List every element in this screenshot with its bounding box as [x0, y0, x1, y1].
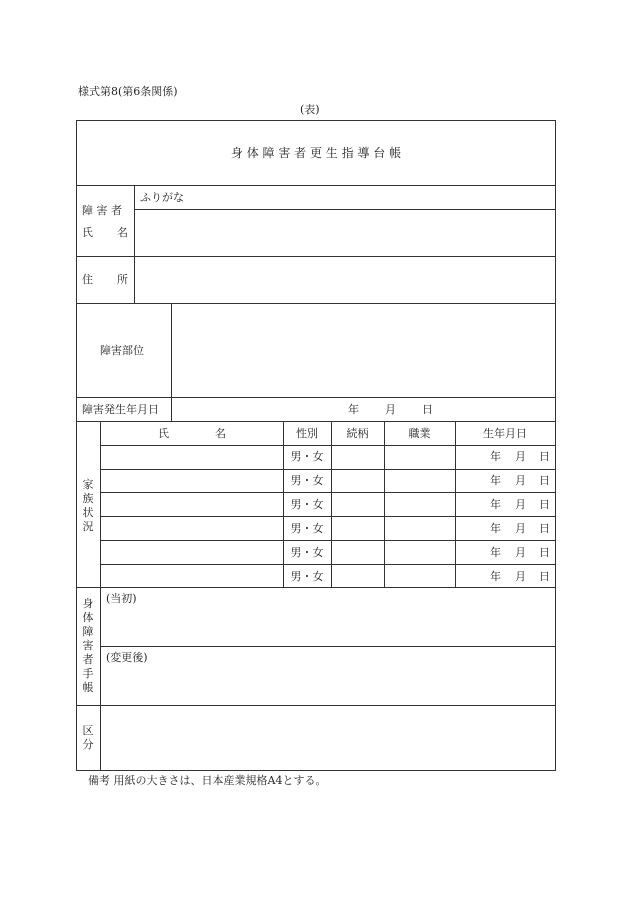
side-label: (表): [300, 103, 320, 116]
family-sex-cell: 男・女: [290, 522, 324, 535]
family-year-cell: 年: [490, 546, 501, 559]
form-number: 様式第8(第6条関係): [78, 85, 178, 98]
ledger-title: 身 体 障 害 者 更 生 指 導 台 帳: [230, 146, 402, 160]
onset-month-label: 月: [385, 403, 396, 416]
address-label: 住 所: [82, 273, 128, 286]
family-day-cell: 日: [539, 498, 550, 511]
family-day-cell: 日: [539, 474, 550, 487]
furigana-label: ふりがな: [140, 191, 184, 204]
family-month-cell: 月: [515, 498, 526, 511]
disability-part-label: 障害部位: [100, 344, 144, 357]
onset-day-label: 日: [422, 403, 433, 416]
family-day-cell: 日: [539, 450, 550, 463]
handbook-label: 身体障害者手帳: [82, 597, 94, 694]
handbook-initial-label: (当初): [106, 592, 137, 605]
family-sex-cell: 男・女: [290, 450, 324, 463]
family-day-cell: 日: [539, 570, 550, 583]
family-month-cell: 月: [515, 474, 526, 487]
family-month-cell: 月: [515, 546, 526, 559]
family-year-cell: 年: [490, 570, 501, 583]
family-header-occupation: 職業: [408, 427, 431, 440]
family-year-cell: 年: [490, 450, 501, 463]
footnote: 備考 用紙の大きさは、日本産業規格A4とする。: [88, 774, 327, 787]
name-label-line2: 氏 名: [82, 226, 128, 239]
family-header-sex: 性別: [296, 427, 318, 440]
family-status-label: 家族状況: [82, 478, 94, 533]
family-sex-cell: 男・女: [290, 474, 324, 487]
onset-date-label: 障害発生年月日: [82, 403, 159, 416]
name-label-line1: 障 害 者: [82, 204, 122, 217]
handbook-changed-label: (変更後): [106, 651, 148, 664]
family-year-cell: 年: [490, 522, 501, 535]
family-year-cell: 年: [490, 498, 501, 511]
family-month-cell: 月: [515, 570, 526, 583]
onset-year-label: 年: [348, 403, 359, 416]
family-header-birthdate: 生年月日: [483, 427, 527, 440]
family-month-cell: 月: [515, 522, 526, 535]
family-month-cell: 月: [515, 450, 526, 463]
family-day-cell: 日: [539, 546, 550, 559]
family-year-cell: 年: [490, 474, 501, 487]
family-sex-cell: 男・女: [290, 546, 324, 559]
family-day-cell: 日: [539, 522, 550, 535]
family-sex-cell: 男・女: [290, 570, 324, 583]
family-header-name: 氏 名: [158, 427, 226, 440]
family-sex-cell: 男・女: [290, 498, 324, 511]
category-label: 区分: [82, 724, 94, 751]
family-header-relation: 続柄: [346, 427, 369, 440]
